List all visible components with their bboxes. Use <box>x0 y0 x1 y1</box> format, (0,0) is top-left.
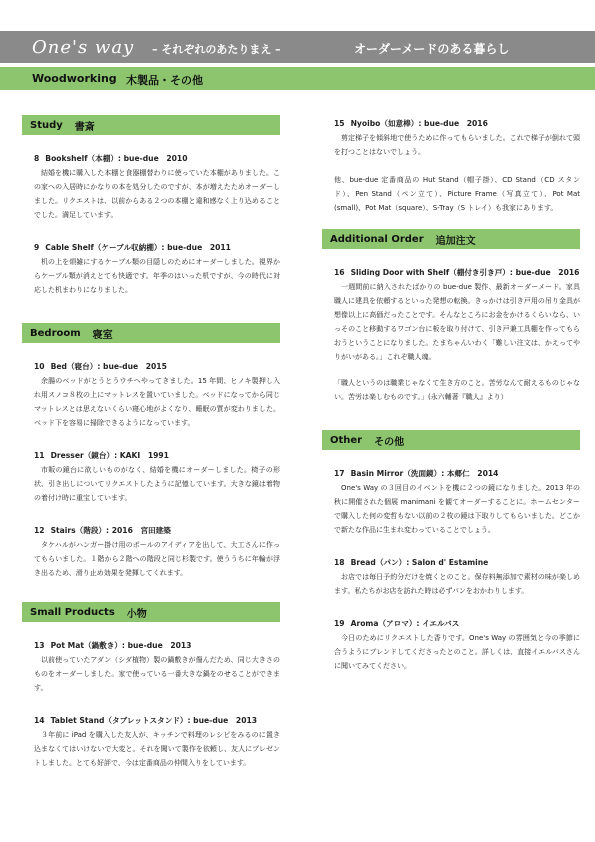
item-name: Cable Shelf（ケーブル収納棚）: bue-due 2011 <box>45 243 231 252</box>
item-name: Nyoibo（如意棒）: bue-due 2016 <box>350 119 488 128</box>
item-number: 18 <box>334 558 345 567</box>
list-item <box>334 617 580 673</box>
section-title-en: Small Products <box>30 606 115 618</box>
list-item <box>34 152 280 222</box>
item-number: 15 <box>334 119 345 128</box>
section-title-jp: 小物 <box>126 608 147 620</box>
item-number: 14 <box>34 716 45 725</box>
category-title-en: Woodworking <box>32 72 117 85</box>
logo: One's way <box>32 37 135 58</box>
item-title <box>34 524 280 538</box>
item-title <box>334 117 580 131</box>
item-body: ３年前に iPad を購入した友人が、キッチンで料理のレシピをみるのに置き込まなくてはいけないで大変と。それを聞いて製作を依頼し、友人にプレゼントしました。とても好評で、今は定番商品の仲間入りをしています。 <box>34 731 280 767</box>
section-title-en: Other <box>330 434 363 446</box>
item-name: Sliding Door with Shelf（棚付き引き戸）: bue-due 2016 <box>350 268 580 277</box>
section-header-small-products <box>22 602 280 622</box>
item-title <box>34 449 280 463</box>
item-number: 9 <box>34 243 40 252</box>
item-name: Bookshelf（本棚）: bue-due 2010 <box>45 154 188 163</box>
list-item <box>334 467 580 537</box>
item-number: 10 <box>34 362 45 371</box>
section-header-other <box>322 430 580 450</box>
list-item <box>334 117 580 159</box>
section-header-bedroom <box>22 323 280 343</box>
item-title <box>34 639 280 653</box>
list-item <box>34 639 280 695</box>
item-name: Dresser（鏡台）: KAKI 1991 <box>50 451 169 460</box>
section-title-en: Additional Order <box>330 233 424 245</box>
category-title-jp: 木製品・その他 <box>126 74 203 87</box>
item-name: Pot Mat（鍋敷き）: bue-due 2013 <box>50 641 192 650</box>
item-body: 市販の鏡台に欲しいものがなく、結婚を機にオーダーしました。椅子の形状、引き出しについてリクエストしたように記憶しています。大きな鏡は着物の着付け時に重宝しています。 <box>34 466 280 502</box>
list-item <box>34 449 280 505</box>
item-number: 13 <box>34 641 45 650</box>
item-body: お店では毎日予約分だけを焼くとのこと。保存料無添加で素材の味が楽しめます。私たちがお店を訪れた時は必ずパンをおかわりします。 <box>334 573 580 595</box>
section-title-jp: その他 <box>374 436 405 448</box>
item-name: Bed（寝台）: bue-due 2015 <box>50 362 167 371</box>
item-number: 16 <box>334 268 345 277</box>
item-body: 机の上を煩雑にするケーブル類の目隠しのためにオーダーしました。視界からケーブル類が消えとても快適です。年季のはいった机ですが、今の時代に対応した机まわりになりました。 <box>34 258 280 294</box>
item-name: Basin Mirror（洗面鏡）: 本郷仁 2014 <box>350 469 499 478</box>
tagline: – それぞれのあたりまえ – <box>152 43 281 56</box>
item-title <box>34 714 280 728</box>
item-title <box>34 152 280 166</box>
item-name: Bread（パン）: Salon d' Estamine <box>350 558 489 567</box>
list-item <box>34 524 280 580</box>
item-number: 11 <box>34 451 45 460</box>
item-title <box>34 360 280 374</box>
section-title-jp: 寝室 <box>92 329 113 341</box>
section-title-jp: 追加注文 <box>435 235 476 247</box>
item-number: 19 <box>334 619 345 628</box>
section-title-en: Bedroom <box>30 327 81 339</box>
section-title-jp: 書斎 <box>74 121 95 133</box>
item-number: 12 <box>34 526 45 535</box>
item-body: One's Way の３回目のイベントを機に２つの鏡になりました。2013 年の秋に開催された個展 manimani を観てオーダーすることに。ホームセンターで購入した何の変哲もない以前の２枚の鏡は下取りしてもらいました。どこかで新たな作品に生まれ変わっていることでしょう。 <box>334 484 580 534</box>
other-products-note: 他、bue-due 定番商品の Hut Stand（帽子掛）、CD Stand（CD スタンド）、Pen Stand（ペン立て）、Picture Frame（写真立て）、Pot Mat (small)、Pot Mat（square）、S-Tray（S トレイ）も我家にあります。 <box>334 176 580 212</box>
item-name: Tablet Stand（タブレットスタンド）: bue-due 2013 <box>50 716 258 725</box>
list-item <box>34 360 280 430</box>
item-title <box>334 467 580 481</box>
item-title <box>334 556 580 570</box>
item-body: 一週間前に納入されたばかりの bue-due 製作、最新オーダーメード。家具職人に建具を依頼するといった発想の転換。きっかけは引き戸用の吊り金具が想像以上に高価だったことです。そんなところにお金をかけるくらいなら、いっそのこと移動するワゴン台に板を取り付けて、引き戸兼工具棚を作ってもらおうということになりました。たまちゃんいわく「難しい注文は、かえってやりがいがある。」これぞ職人魂。 <box>334 283 580 361</box>
item-body: 剪定梯子を傾斜地で使うために作ってもらいました。これで梯子が倒れて頭を打つことはないでしょう。 <box>334 134 580 156</box>
left-column <box>22 115 280 789</box>
list-item <box>334 266 580 364</box>
section-header-additional-order <box>322 229 580 249</box>
item-body: タケハルがハンガー掛け用のポールのアイディアを出して、大工さんに作ってもらいました。１階から２階への階段と同じ杉製です。使ううちに年輪が浮き出るため、滑り止め効果を発揮してくれます。 <box>34 541 280 577</box>
page-subtitle: オーダーメードのある暮らし <box>354 42 510 56</box>
quote: 「職人というのは職業じゃなくて生き方のこと。苦労なんて耐えるものじゃない。苦労は楽しむものです。」(永六輔著『職人』より） <box>334 379 580 401</box>
item-number: 8 <box>34 154 40 163</box>
item-body: 余腸のベッドがとうとうウチへやってきました。15 年間、ヒノキ製押し入れ用スノコ８枚の上にマットレスを置いていました。ベッドになってから同じマットレスとは思えないくらい寝心地がよくなり、睡眠の質が変わりました。ベッド下を容易に掃除できるようになっています。 <box>34 377 280 427</box>
item-title <box>334 266 580 280</box>
list-item <box>34 241 280 297</box>
item-body: 今日のためにリクエストした香りです。One's Way の雰囲気と今の季節に合うようにブレンドしてくださったとのこと。詳しくは、直接イエルバスさんに聞いてみてください。 <box>334 634 580 670</box>
item-number: 17 <box>334 469 345 478</box>
section-header-study <box>22 115 280 135</box>
right-column <box>322 117 580 692</box>
section-title-en: Study <box>30 119 63 131</box>
item-title <box>334 617 580 631</box>
item-body: 結婚を機に購入した本棚と食器棚替わりに使っていた本棚がありました。この家への入居時にかなりの本を処分したのですが、本が増えたためオーダーしました。リクエストは、以前からある２つの本棚と違和感なく上り込めることでした。満足しています。 <box>34 169 280 219</box>
item-body: 以前使っていたアダン（シダ植物）製の鍋敷きが傷んだため、同じ大きさのものをオーダーしました。家で使っている一番大きな鍋をのせることができます。 <box>34 656 280 692</box>
item-title <box>34 241 280 255</box>
list-item <box>334 556 580 598</box>
item-name: Stairs（階段）: 2016 宮田建築 <box>50 526 171 535</box>
list-item <box>34 714 280 770</box>
item-name: Aroma（アロマ）: イエルバス <box>350 619 460 628</box>
